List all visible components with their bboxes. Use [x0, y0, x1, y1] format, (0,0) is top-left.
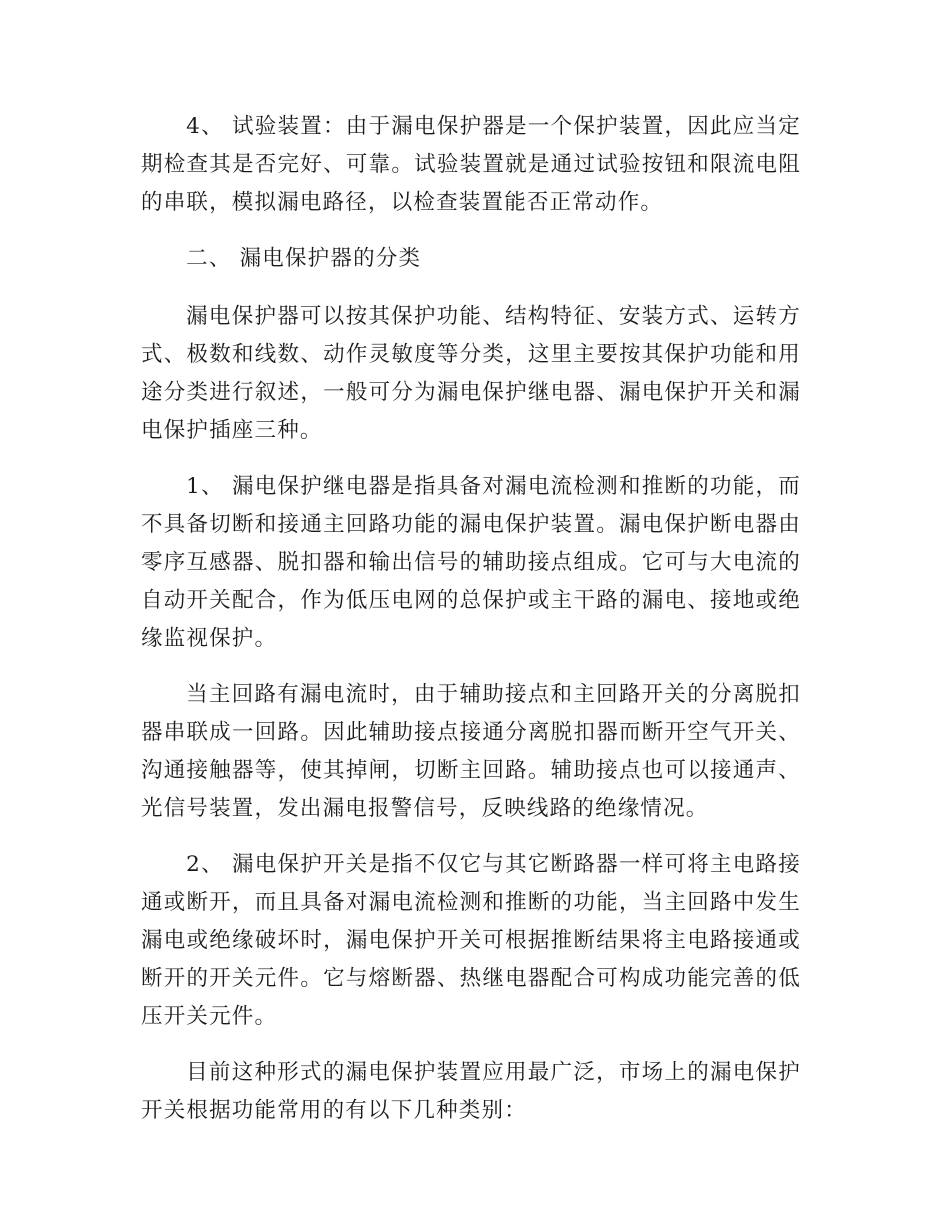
paragraph-current-usage: 目前这种形式的漏电保护装置应用最广泛，市场上的漏电保护开关根据功能常用的有以下几种类别：: [141, 1060, 801, 1123]
paragraph-main-circuit-leakage: 当主回路有漏电流时，由于辅助接点和主回路开关的分离脱扣器串联成一回路。因此辅助接点接通分离脱扣器而断开空气开关、沟通接触器等，使其掉闸，切断主回路。辅助接点也可以接通声、光信号装置，发出漏电报警信号，反映线路的绝缘情况。: [141, 682, 801, 821]
paragraph-classification-intro: 漏电保护器可以按其保护功能、结构特征、安装方式、运转方式、极数和线数、动作灵敏度等分类，这里主要按其保护功能和用途分类进行叙述，一般可分为漏电保护继电器、漏电保护开关和漏电保护插座三种。: [141, 304, 801, 443]
paragraph-leakage-switch: 2、 漏电保护开关是指不仅它与其它断路器一样可将主电路接通或断开，而且具备对漏电流检测和推断的功能，当主回路中发生漏电或绝缘破坏时，漏电保护开关可根据推断结果将主电路接通或断开的开关元件。它与熔断器、热继电器配合可构成功能完善的低压开关元件。: [141, 852, 801, 1029]
paragraph-test-device: 4、 试验装置：由于漏电保护器是一个保护装置，因此应当定期检查其是否完好、可靠。试验装置就是通过试验按钮和限流电阻的串联，模拟漏电路径，以检查装置能否正常动作。: [141, 114, 801, 215]
document-body: [141, 108, 801, 1130]
paragraph-leakage-relay: 1、 漏电保护继电器是指具备对漏电流检测和推断的功能，而不具备切断和接通主回路功能的漏电保护装置。漏电保护断电器由零序互感器、脱扣器和输出信号的辅助接点组成。它可与大电流的自动开关配合，作为低压电网的总保护或主干路的漏电、接地或绝缘监视保护。: [141, 474, 801, 651]
section-heading-classification: 二、 漏电保护器的分类: [186, 246, 422, 271]
